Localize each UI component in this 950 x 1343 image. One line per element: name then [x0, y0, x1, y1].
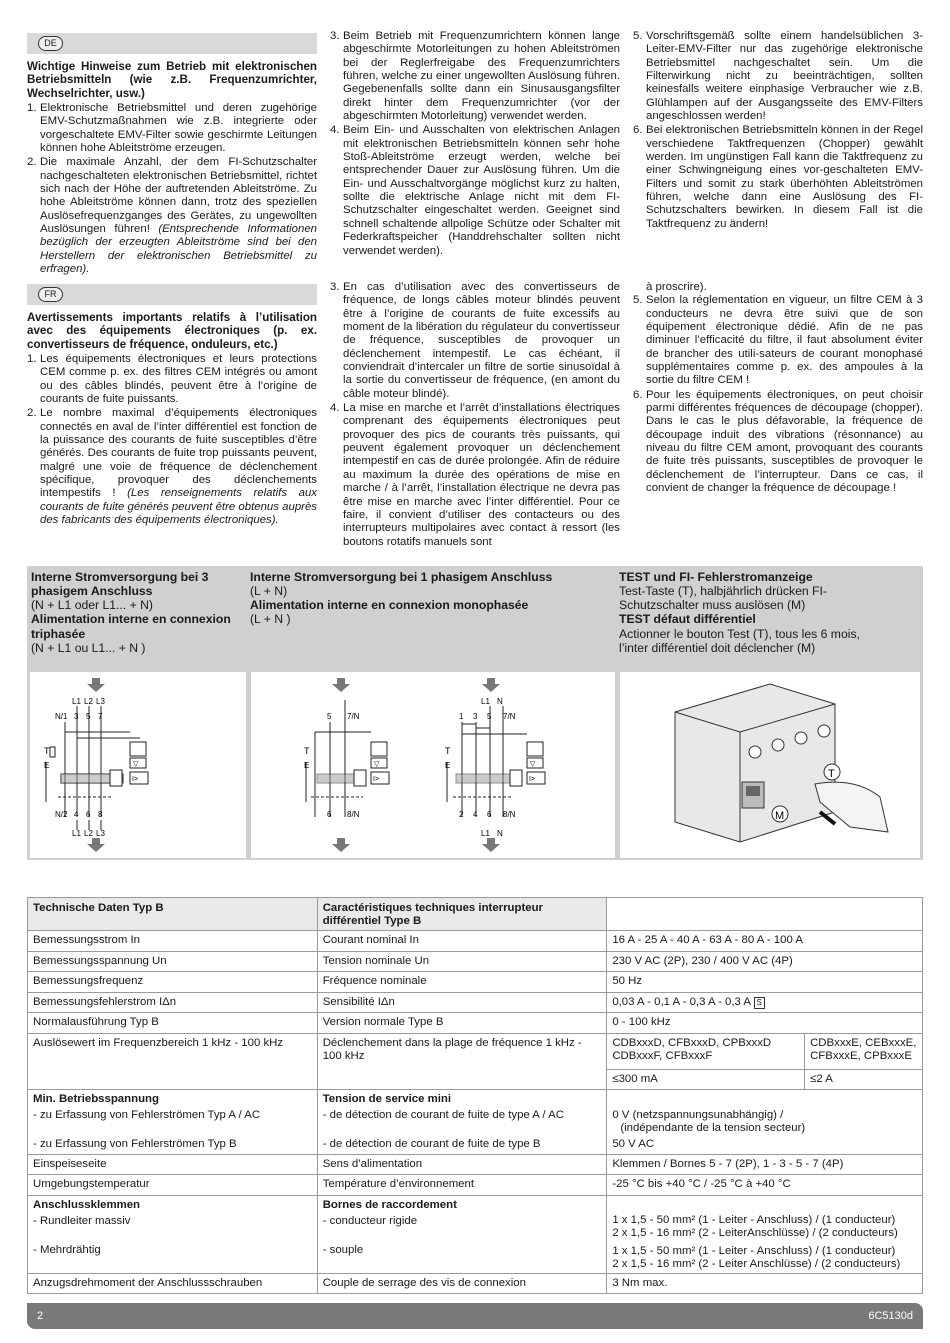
table-row: Auslösewert im Frequenzbereich 1 kHz - 100 kHz Déclenchement dans la plage de fréquence 1 kHz - 100 kHz CDBxxxD, CFBxxxD, CPBxxxD CDBxxxF, CFBxxxF CDBxxxE, CEBxxxE, CFBxxxE, CPBxxxE [28, 1033, 923, 1069]
document-code: 6C5130d [868, 1310, 913, 1322]
lang-badge-de: DE [38, 36, 63, 51]
d1-bot-l1: L1 [72, 829, 81, 838]
page-number: 2 [37, 1310, 44, 1322]
d3-num-8n: 8/N [503, 810, 516, 819]
d3-e-label: E [445, 761, 451, 770]
d3-num-5: 5 [487, 712, 492, 721]
s-badge: S [754, 997, 765, 1009]
d3-num-4: 4 [473, 810, 478, 819]
fr-title: Avertissements importants relatifs à l’utilisation avec des équipements électroniques (p. ex. convertisseurs de fréquence, onduleurs, etc.) [27, 311, 317, 351]
d3-bot-n: N [497, 829, 503, 838]
fr-item-2: 2. Le nombre maximal d’équipements électroniques connectés en aval de l’inter différentiel est fonction de la puissance des courants de fuite susceptibles d’être générés. Des courants de fuite trop puissants peuvent, malgré une voie de fréquence de déclenchement spécifique, provoquer des déclenchements intempestifs ! (Les renseignements relatifs aux courants de fuite générés peuvent être obtenus auprès des fabricants des équipements électroniques). [27, 407, 317, 527]
technical-data-table [27, 897, 923, 1294]
de-column-2 [330, 30, 620, 259]
m-label: M [775, 810, 785, 822]
d2-tri: ▽ [374, 761, 380, 768]
wiring-diagram-1phase [251, 672, 615, 858]
d3-num-6: 6 [487, 810, 492, 819]
d3-tri: ▽ [530, 761, 536, 768]
d3-top-n: N [497, 697, 503, 706]
d1-top-l2: L2 [84, 697, 93, 706]
page-footer [27, 1303, 923, 1329]
d2-test-sym: I> [373, 776, 380, 783]
fr-item-3: 3. En cas d’utilisation avec des convertisseurs de fréquence, de longs câbles moteur blindés peuvent être à l’origine de courants de fuite excessifs au moment de la libération du régulateur du convertisseur de fréquence, susceptibles de provoquer un déclenchement intempestif. Le cas échéant, il conviendrait d’intercaler un filtre de sortie sinusoïdal à la sortie du convertisseur de fréquence, (en amont du câble moteur blindé). [330, 281, 620, 400]
d2-num-5: 5 [327, 712, 332, 721]
d1-bot-l2: L2 [84, 829, 93, 838]
d1-num-4: 4 [74, 810, 79, 819]
d1-bot-l3: L3 [96, 829, 105, 838]
d1-e-label: E [44, 761, 50, 770]
de-item-5: 5. Vorschriftsgemäß sollte einem handelsüblichen 3-Leiter-EMV-Filter nur das zugehörige elektronische Betriebsmittel nachgeschaltet sein. Um die Filterwirkung nicht zu beeinträchtigen, sollten keinesfalls weitere einphasige Verbraucher wie z.B. Glühlampen auf der Ausgangsseite des EMV-Filters angeschlossen werden! [633, 30, 923, 123]
fr-column-3 [633, 281, 923, 497]
d1-num-7: 7 [98, 712, 103, 721]
d1-num-5: 5 [86, 712, 91, 721]
band-panel-1-text: Interne Stromversorgung bei 3 phasigem Anschluss (N + L1 oder L1... + N) Alimentation interne en connexion triphasée (N + L1 ou L1... + N ) [31, 570, 231, 655]
table-row: Bemessungsfehlerstrom IΔn Sensibilité IΔn 0,03 A - 0,1 A - 0,3 A - 0,3 A S [28, 992, 923, 1013]
d1-top-l1: L1 [72, 697, 81, 706]
d3-t-label: T [445, 746, 451, 756]
d3-bot-l1: L1 [481, 829, 490, 838]
table-row: Anschlussklemmen - Rundleiter massiv - Mehrdrähtig Bornes de raccordement - conducteur rigide - souple 1 x 1,5 - 50 mm² (1 - Leiter - Anschluss) / (1 conducteur) 2 x 1,5 - 16 mm² (2 - LeiterAnschlüsse) / (2 conducteurs) 1 x 1,5 - 50 mm² (1 - Leiter - Anschluss) / (1 conducteur) 2 x 1,5 - 16 mm² (2 - Leiter Anschlüsse) / (2 conducteurs) [28, 1195, 923, 1273]
d1-num-3: 3 [74, 712, 79, 721]
d3-num-1: 1 [459, 712, 464, 721]
de-column-1 [27, 60, 317, 277]
lang-badge-fr: FR [38, 287, 63, 302]
table-header-de: Technische Daten Typ B [28, 898, 318, 931]
table-row: Normalausführung Typ B Version normale Type B 0 - 100 kHz [28, 1013, 923, 1034]
band-panel-3-text: TEST und FI- Fehlerstromanzeige Test-Taste (T), halbjährlich drücken FI-Schutzschalter muss auslösen (M) TEST défaut différentiel Actionner le bouton Test (T), tous les 6 mois, l’inter différentiel doit déclencher (M) [619, 570, 860, 655]
fr-column-2 [330, 281, 620, 550]
d1-test-sym: I> [132, 776, 139, 783]
table-row: Bemessungsstrom In Courant nominal In 16 A - 25 A - 40 A - 63 A - 80 A - 100 A [28, 931, 923, 952]
d1-num-8: 8 [98, 810, 103, 819]
table-row: Bemessungsspannung Un Tension nominale Un 230 V AC (2P), 230 / 400 V AC (4P) [28, 951, 923, 972]
de-title: Wichtige Hinweise zum Betrieb mit elektronischen Betriebsmitteln (wie z.B. Frequenzumrichter, Wechselrichter, usw.) [27, 60, 317, 100]
d3-top-l1: L1 [481, 697, 490, 706]
fr-column-1 [27, 311, 317, 528]
table-row: Einspeiseseite Sens d’alimentation Klemmen / Bornes 5 - 7 (2P), 1 - 3 - 5 - 7 (4P) [28, 1154, 923, 1175]
d3-num-3: 3 [473, 712, 478, 721]
d3-test-sym: I> [529, 776, 536, 783]
de-item-4: 4. Beim Ein- und Ausschalten von elektrischen Anlagen mit elektronischen Betriebsmitteln können sehr hohe Stoß-Ableitströme erzeugt werden, welche bei entsprechender Dauer zur Auslösung führen. Um die Ein- und Ausschaltvorgänge möglichst kurz zu halten, sollte die elektrische Anlage nicht mit dem FI-Schutzschalter eingeschaltet werden. Geeignet sind schnell schaltende allpolige Schütze oder Schalter mit Federkraftspeicher (Handdrehschalter sollten nicht verwendet werden). [330, 124, 620, 257]
t-label: T [828, 768, 835, 780]
d2-num-6: 6 [327, 810, 332, 819]
table-row: Bemessungsfrequenz Fréquence nominale 50 Hz [28, 972, 923, 993]
de-column-3 [633, 30, 923, 232]
device-test-illustration [620, 672, 920, 858]
de-item-3: 3. Beim Betrieb mit Frequenzumrichtern können lange abgeschirmte Motorleitungen zu hohen Ableitströmen bei der Reglerfreigabe des Frequenzumrichters führen, welche zu einer ungewollten Auslösung führen. Gegebenenfalls sollte dann ein Sinusausgangsfilter direkt hinter dem Frequenzumrichter (vor der abgeschirmten Motorleitung) verwendet werden. [330, 30, 620, 123]
d2-t-label: T [304, 746, 310, 756]
de-item-2: 2. Die maximale Anzahl, der dem FI-Schutzschalter nachgeschalteten elektronischen Betriebsmittel, richtet sich nach der Höhe der auftretenden Ableitströme. Zu hohe Ableitströme können dann, trotz des speziellen Auslösefrequenzganges des Gerätes, zu ungewollten Auslösungen führen! (Entsprechende Informationen bezüglich der erzeugten Ableitströme sind bei den Herstellern der elektronischen Betriebsmittel zu erfragen). [27, 156, 317, 276]
table-row: Min. Betriebsspannung - zu Erfassung von Fehlerströmen Typ A / AC - zu Erfassung von Fehlerströmen Typ B Tension de service mini - de détection de courant de fuite de type A / AC - de détection de courant de fuite de type B 0 V (netzspannungsunabhängig) / (indépendante de la tension secteur) 50 V AC [28, 1090, 923, 1154]
d1-top-l3: L3 [96, 697, 105, 706]
band-panel-2-text: Interne Stromversorgung bei 1 phasigem Anschluss (L + N) Alimentation interne en connexion monophasée (L + N ) [250, 570, 553, 627]
table-header-fr: Caractéristiques techniques interrupteur différentiel Type B [317, 898, 607, 931]
table-row: ≤300 mA ≤2 A [28, 1069, 923, 1090]
lang-bar-fr [27, 284, 317, 305]
fr-item-6: 6. Pour les équipements électroniques, on peut choisir parmi différentes fréquences de découpage (chopper). Dans le cas le plus défavorable, la fréquence de découpage induit des vibrations (résonnance) au niveau du filtre CEM amont, provoquant des courants de fuite très puissants, susceptibles de provoquer le déclenchement de l’interrupteur. Dans ce cas, il convient de changer la fréquence de découpage ! [633, 388, 923, 495]
table-row: Umgebungstemperatur Température d’environnement -25 °C bis +40 °C / -25 °C à +40 °C [28, 1175, 923, 1196]
de-item-1: 1. Elektronische Betriebsmittel und deren zugehörige EMV-Schutzmaßnahmen wie z.B. integrierte oder vorgeschaltete EMV-Filter sowie geschirmte Leitungen können hohe Ableitströme erzeugen. [27, 101, 317, 155]
d1-num-n1: N/1 [55, 712, 68, 721]
fr-item-4: 4. La mise en marche et l’arrêt d’installations électriques comprenant des équipements électroniques peut provoquer des pics de courants très puissants, qui peuvent également provoquer un déclenchement intempestif en cas de durée prolongée. Afin de réduire au maximum la durée des opérations de mise en marche / à l’arrêt, l’installation électrique ne devra pas être mise en marche avec l’inter différentiel. Pour ce faire, il convient d’utiliser des contacteurs ou des interrupteurs multipolaires avec contact à ressort (les boutons rotatifs manuels sont [330, 402, 620, 548]
de-item-6: 6. Bei elektronischen Betriebsmitteln können in der Regel verschiedene Taktfrequenzen (Chopper) gewählt werden. Im ungünstigen Fall kann die Taktfrequenz zu einer Schwingneigung eines vor-geschalteten EMV-Filters und somit zu stark überhöhten Ableitströmen führen, welche dann eine Auslösung des FI-Schutzschalters bewirken. In diesem Fall ist die Taktfrequenz zu ändern! [633, 124, 923, 230]
fr-item-4-end: à proscrire). [646, 281, 707, 293]
wiring-diagram-3phase [30, 672, 246, 858]
d3-num-7n: 7/N [503, 712, 516, 721]
fr-item-5: 5. Selon la réglementation en vigueur, un filtre CEM à 3 conducteurs ne devra être suivi que de son équipement électronique dédié. Afin de ne pas diminuer l’efficacité du filtre, il faut absolument éviter de brancher des utili-sateurs de courant monophasé supplémentaires comme p. ex. des ampoules à la sortie du filtre CEM ! [633, 294, 923, 387]
d2-num-8n: 8/N [347, 810, 360, 819]
lang-bar-de [27, 33, 317, 54]
d1-tri: ▽ [133, 761, 139, 768]
d1-t-label: T [44, 746, 50, 756]
table-row: Anzugsdrehmoment der Anschlussschrauben Couple de serrage des vis de connexion 3 Nm max. [28, 1273, 923, 1294]
fr-item-1: 1. Les équipements électroniques et leurs protections CEM comme p. ex. des filtres CEM intégrés ou amont ou des câbles blindés, peuvent être à l’origine de courants de fuite puissants. [27, 352, 317, 406]
d1-num-6: 6 [86, 810, 91, 819]
d1-num-n2: N/2 [55, 810, 68, 819]
d2-num-7n: 7/N [347, 712, 360, 721]
d2-e-label: E [304, 761, 310, 770]
d3-num-2: 2 [459, 810, 464, 819]
